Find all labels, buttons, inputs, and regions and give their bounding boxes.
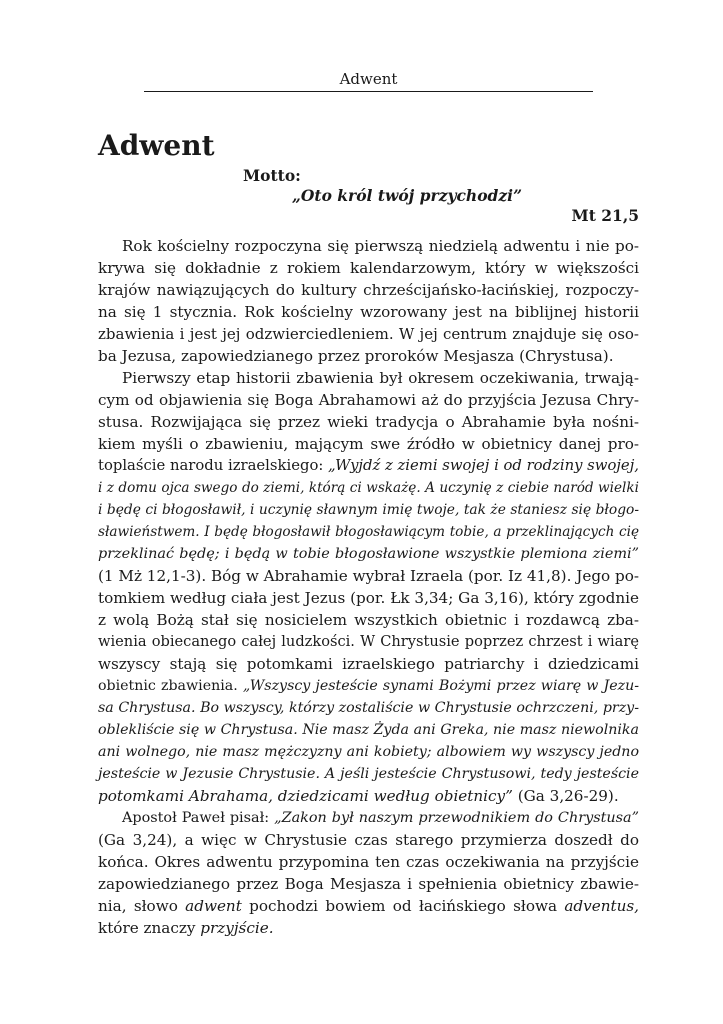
text-line: wienia obiecanego całej ludzkości. W Chrystusie poprzez chrzest i wiarę: [98, 633, 639, 650]
chapter-title: Adwent: [98, 129, 215, 162]
motto-reference: Mt 21,5: [571, 206, 639, 225]
italic-word: przyjście.: [200, 919, 274, 937]
text-line: kiem myśli o zbawieniu, mającym swe źródło w obietnicy danej pro-: [98, 435, 639, 453]
text-run: które znaczy: [98, 919, 201, 937]
text-run: Apostoł Paweł pisał:: [122, 810, 275, 826]
body-text: [98, 235, 639, 939]
text-line: krajów nawiązujących do kultury chrześcijańsko-łacińskiej, rozpoczy-: [98, 281, 639, 299]
text-line: krywa się dokładnie z rokiem kalendarzowym, który w większości: [98, 259, 639, 277]
quote-line: przeklinać będę; i będą w tobie błogosławione wszystkie plemiona ziemi”: [98, 546, 639, 562]
text-line: [98, 807, 639, 829]
italic-word: adwent: [185, 897, 242, 915]
quote-line: oblekliście się w Chrystusa. Nie masz Żyda ani Greka, nie masz niewolnika: [98, 722, 639, 738]
text-run: (Ga 3,26-29).: [512, 787, 619, 805]
quote-run: potomkami Abrahama, dziedzicami według obietnicy”: [98, 787, 513, 805]
quote-line: i z domu ojca swego do ziemi, którą ci wskażę. A uczynię z ciebie naród wielki: [98, 480, 639, 496]
text-line: na się 1 stycznia. Rok kościelny wzorowany jest na biblijnej historii: [98, 303, 639, 321]
text-line: [98, 455, 639, 477]
running-header: Adwent: [339, 70, 398, 88]
quote-line: i będę ci błogosławił, i uczynię sławnym imię twoje, tak że staniesz się błogo-: [98, 502, 639, 518]
text-line: Pierwszy etap historii zbawienia był okresem oczekiwania, trwają-: [122, 369, 639, 387]
text-line: z wolą Bożą stał się nosicielem wszystkich obietnic i rozdawcą zba-: [98, 611, 639, 629]
text-run: toplaście narodu izraelskiego:: [98, 457, 329, 474]
text-line: końca. Okres adwentu przypomina ten czas oczekiwania na przyjście: [98, 853, 639, 871]
header-rule: [144, 91, 593, 92]
motto-label: Motto:: [243, 166, 301, 185]
quote-run: „Zakon był naszym przewodnikiem do Chrystusa”: [274, 810, 639, 826]
italic-word: adventus,: [564, 897, 639, 915]
text-line: wszyscy stają się potomkami izraelskiego patriarchy i dziedzicami: [98, 655, 639, 673]
motto-quote: „Oto król twój przychodzi”: [292, 186, 522, 205]
text-line: Rok kościelny rozpoczyna się pierwszą niedzielą adwentu i nie po-: [122, 237, 639, 255]
text-run: obietnic zbawienia.: [98, 678, 243, 694]
text-line: cym od objawienia się Boga Abrahamowi aż do przyjścia Jezusa Chry-: [98, 391, 639, 409]
text-line: [98, 675, 639, 697]
text-line: (Ga 3,24), a więc w Chrystusie czas starego przymierza doszedł do: [98, 831, 639, 849]
text-line: tomkiem według ciała jest Jezus (por. Łk 3,34; Ga 3,16), który zgodnie: [98, 589, 639, 607]
quote-line: ani wolnego, nie masz mężczyzny ani kobiety; albowiem wy wszyscy jedno: [98, 744, 639, 760]
text-run: pochodzi bowiem od łacińskiego słowa: [241, 897, 565, 915]
text-line: ba Jezusa, zapowiedzianego przez proroków Mesjasza (Chrystusa).: [98, 347, 614, 365]
quote-run: „Wyjdź z ziemi swojej i od rodziny swojej,: [328, 457, 639, 474]
text-line: zbawienia i jest jej odzwierciedleniem. W jej centrum znajduje się oso-: [98, 325, 639, 343]
quote-line: jesteście w Jezusie Chrystusie. A jeśli jesteście Chrystusowi, tedy jesteście: [98, 766, 639, 782]
text-line: [98, 895, 639, 917]
quote-run: „Wszyscy jesteście synami Bożymi przez wiarę w Jezu-: [242, 678, 639, 694]
text-run: nia, słowo: [98, 897, 186, 915]
quote-line: sławieństwem. I będę błogosławił błogosławiącym tobie, a przeklinających cię: [98, 524, 639, 540]
text-line: [98, 785, 639, 807]
text-line: [98, 917, 639, 939]
text-line: stusa. Rozwijająca się przez wieki tradycja o Abrahamie była nośni-: [98, 413, 639, 431]
text-line: zapowiedzianego przez Boga Mesjasza i spełnienia obietnicy zbawie-: [98, 875, 639, 893]
quote-line: sa Chrystusa. Bo wszyscy, którzy zostaliście w Chrystusie ochrzczeni, przy-: [98, 700, 639, 716]
text-line: (1 Mż 12,1-3). Bóg w Abrahamie wybrał Izraela (por. Iz 41,8). Jego po-: [98, 567, 640, 585]
